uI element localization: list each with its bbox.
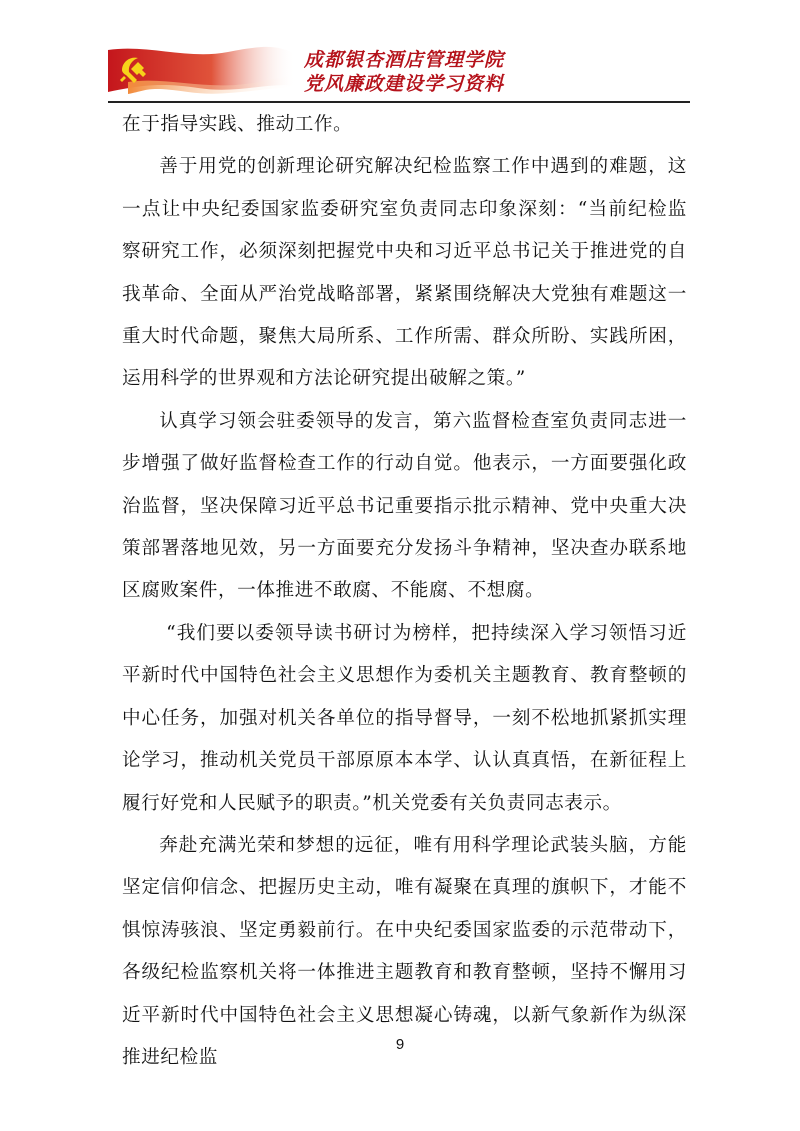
- header-title-block: [304, 48, 504, 96]
- paragraph: 善于用党的创新理论研究解决纪检监察工作中遇到的难题，这一点让中央纪委国家监委研究室负责同志印象深刻：“当前纪检监察研究工作，必须深刻把握党中央和习近平总书记关于推进党的自我革命、全面从严治党战略部署，紧紧围绕解决大党独有难题这一重大时代命题，聚焦大局所系、工作所需、群众所盼、实践所困，运用科学的世界观和方法论研究提出破解之策。”: [122, 156, 687, 390]
- document-body: [122, 104, 687, 1079]
- page-number: 9: [395, 1036, 405, 1053]
- paragraph: 认真学习领会驻委领导的发言，第六监督检查室负责同志进一步增强了做好监督检查工作的行动自觉。他表示，一方面要强化政治监督，坚决保障习近平总书记重要指示批示精神、党中央重大决策部署落地见效，另一方面要充分发扬斗争精神，坚决查办联系地区腐败案件，一体推进不敢腐、不能腐、不想腐。: [122, 410, 687, 602]
- institution-name: 成都银杏酒店管理学院: [304, 49, 505, 71]
- page-header: [108, 42, 690, 102]
- document-series-title: 党风廉政建设学习资料: [304, 73, 505, 95]
- paragraph-continuation: 在于指导实践、推动工作。: [122, 114, 353, 135]
- header-divider: [108, 101, 690, 103]
- paragraph: 奔赴充满光荣和梦想的远征，唯有用科学理论武装头脑，方能坚定信仰信念、把握历史主动，唯有凝聚在真理的旗帜下，才能不惧惊涛骇浪、坚定勇毅前行。在中央纪委国家监委的示范带动下，各级纪检监察机关将一体推进主题教育和教育整顿，坚持不懈用习近平新时代中国特色社会主义思想凝心铸魂，以新气象新作为纵深推进纪检监: [122, 834, 687, 1068]
- paragraph: “我们要以委领导读书研讨为榜样，把持续深入学习领悟习近平新时代中国特色社会主义思想作为委机关主题教育、教育整顿的中心任务，加强对机关各单位的指导督导，一刻不松地抓紧抓实理论学习，推动机关党员干部原原本本学、认认真真悟，在新征程上履行好党和人民赋予的职责。”机关党委有关负责同志表示。: [122, 622, 687, 814]
- party-emblem-flag-icon: [108, 42, 296, 98]
